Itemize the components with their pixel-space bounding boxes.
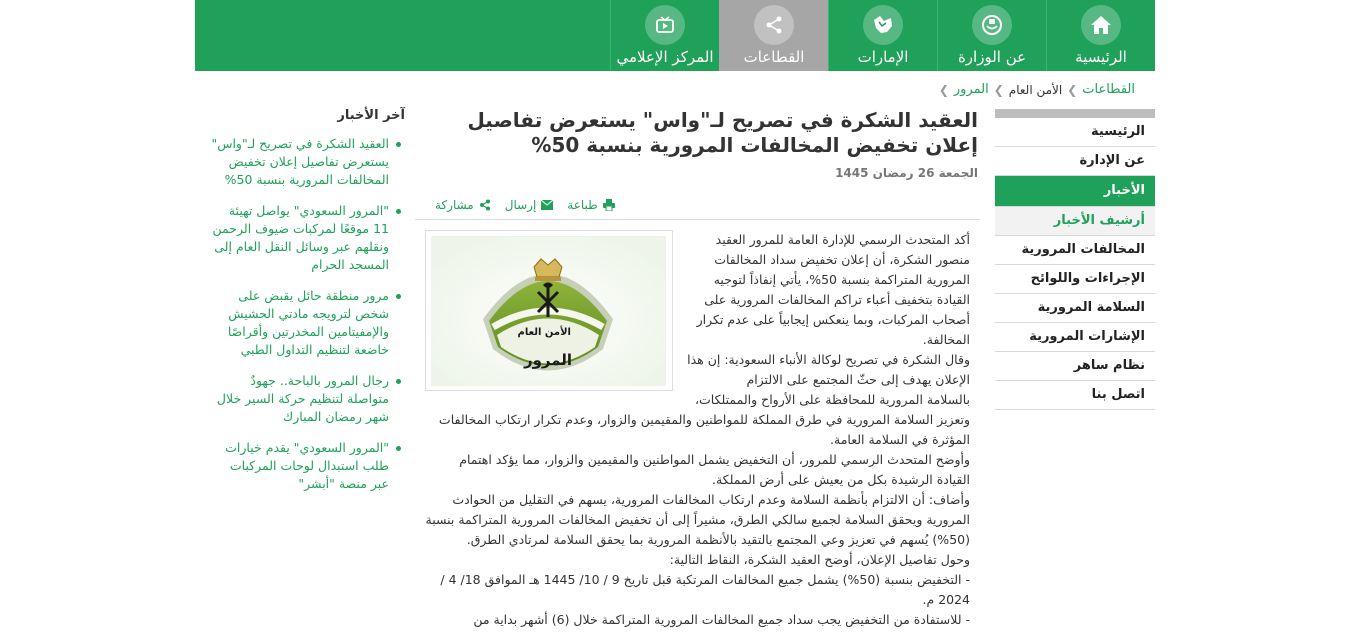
nav-item-media-center[interactable] <box>610 0 719 71</box>
latest-news-title: آخر الأخبار <box>337 108 405 123</box>
sidebar-item-home[interactable]: الرئيسية <box>995 118 1155 147</box>
article-paragraph: - للاستفادة من التخفيض يجب سداد جميع المخالفات المرورية المتراكمة خلال (6) أشهر بداية من <box>473 612 970 627</box>
breadcrumb-sectors[interactable]: القطاعات <box>1082 82 1135 97</box>
nav-item-label: القطاعات <box>743 48 805 66</box>
article-paragraph: وأضاف: أن الالتزام بأنظمة السلامة وعدم ارتكاب المخالفات المرورية، يسهم في التقليل من الحوادث المرورية ويحقق السلامة لجميع سالكي الطرق، مشيراً إلى أن تخفيض المخالفات المرورية المتراكمة بنسبة (50%) يُسهم في تعزيز وعي المجتمع بالتقيد بالأنظمة المرورية بما يحقق السلامة لمرتادي الطرق. <box>425 492 970 547</box>
article-date: الجمعة 26 رمضان 1445 <box>835 166 978 180</box>
chevron-left-icon: ❯ <box>1067 82 1078 97</box>
emblem-bottom-text: المرور <box>523 351 573 369</box>
nav-item-sectors[interactable] <box>719 0 828 71</box>
breadcrumb-traffic[interactable]: المرور <box>953 82 989 97</box>
sidebar-item-contact[interactable]: اتصل بنا <box>995 381 1155 410</box>
nav-item-about[interactable] <box>937 0 1046 71</box>
media-icon <box>645 5 685 45</box>
article-paragraph: وحول تفاصيل الإعلان، أوضح العقيد الشكرة، النقاط التالية: <box>669 552 970 567</box>
nav-item-label: الرئيسية <box>1075 48 1127 66</box>
emblem-icon <box>972 5 1012 45</box>
envelope-icon <box>541 200 553 210</box>
share-icon <box>754 5 794 45</box>
sidebar-item-about-admin[interactable]: عن الإدارة <box>995 147 1155 176</box>
breadcrumb-public-security[interactable]: الأمن العام <box>1008 82 1063 97</box>
sidebar-item-traffic-signs[interactable]: الإشارات المرورية <box>995 323 1155 352</box>
share-icon <box>479 199 491 211</box>
nav-item-emirates[interactable] <box>828 0 937 71</box>
article-paragraph: - التخفيض بنسبة (50%) يشمل جميع المخالفات المرتكبة قبل تاريخ 9 / 10/ 1445 هـ الموافق 18/ 4 / 2024 م. <box>440 572 970 607</box>
article-title: العقيد الشكرة في تصريح لـ"واس" يستعرض تفاصيل إعلان تخفيض المخالفات المرورية بنسبة 50% <box>467 108 978 157</box>
sidebar-item-news-archive[interactable]: أرشيف الأخبار <box>995 207 1155 236</box>
news-item[interactable]: "المرور السعودي" يواصل تهيئة 11 موقعًا لمركبات ضيوف الرحمن ونقلهم عبر وسائل النقل العام إلى المسجد الحرام <box>210 202 405 274</box>
sidebar-menu <box>995 109 1155 410</box>
latest-news <box>210 108 405 506</box>
article <box>415 108 980 627</box>
nav-item-label: المركز الإعلامي <box>616 48 714 66</box>
nav-item-label: عن الوزارة <box>957 48 1027 66</box>
top-navigation <box>195 0 1155 71</box>
print-button[interactable] <box>567 198 614 212</box>
send-label: إرسال <box>504 198 537 212</box>
news-item[interactable]: مرور منطقة حائل يقبض على شخص لترويجه مادتي الحشيش والإمفيتامين المخدرتين وأقراصًا خاضعة لتنظيم التداول الطبي <box>210 287 405 359</box>
news-item[interactable]: رجال المرور بالباحة.. جهودٌ متواصلة لتنظيم حركة السير خلال شهر رمضان المبارك <box>210 372 405 426</box>
article-paragraph: وتعزيز السلامة المرورية في طرق المملكة للمواطنين والمقيمين والزوار، وعدم تكرار ارتكاب المخالفات المؤثرة في السلامة العامة. <box>438 412 970 447</box>
nav-item-home[interactable] <box>1046 0 1155 71</box>
sidebar-item-violations[interactable]: المخالفات المرورية <box>995 236 1155 265</box>
send-button[interactable] <box>505 198 554 212</box>
article-actions <box>415 198 980 220</box>
chevron-left-icon: ❯ <box>938 82 949 97</box>
map-icon <box>863 5 903 45</box>
news-item[interactable]: "المرور السعودي" يقدم خيارات طلب استبدال لوحات المركبات عبر منصة "أبشر" <box>210 439 405 493</box>
article-paragraph: وقال الشكرة في تصريح لوكالة الأنباء السعودية: إن هذا الإعلان يهدف إلى حثّ المجتمع على الالتزام <box>687 352 970 387</box>
latest-news-list <box>210 135 405 493</box>
print-label: طباعة <box>567 198 598 212</box>
sidebar-item-traffic-safety[interactable]: السلامة المرورية <box>995 294 1155 323</box>
share-label: مشاركة <box>435 198 474 212</box>
article-paragraph: أكد المتحدث الرسمي للإدارة العامة للمرور العقيد منصور الشكرة، أن إعلان تخفيض سداد المخالفات المرورية المتراكمة بنسبة 50%، يأتي إنفاذاً لتوجيه القيادة بتخفيف أعباء تراكم المخالفات المرورية على أصحاب المركبات، وبما ينعكس إيجابياً على عدم تكرار المخالفة. <box>696 232 970 347</box>
news-item[interactable]: العقيد الشكرة في تصريح لـ"واس" يستعرض تفاصيل إعلان تخفيض المخالفات المرورية بنسبة 50% <box>210 135 405 189</box>
sidebar-item-saher[interactable]: نظام ساهر <box>995 352 1155 381</box>
sidebar-item-news[interactable]: الأخبار <box>995 176 1155 207</box>
sidebar-item-procedures[interactable]: الإجراءات واللوائح <box>995 265 1155 294</box>
print-icon <box>603 199 615 211</box>
breadcrumb <box>934 82 1135 97</box>
emblem-top-text: الأمن العام <box>517 327 571 338</box>
chevron-left-icon: ❯ <box>993 82 1004 97</box>
share-button[interactable] <box>435 198 491 212</box>
article-body <box>425 230 970 630</box>
article-paragraph: وأوضح المتحدث الرسمي للمرور، أن التخفيض يشمل المواطنين والمقيمين والزوار، مما يؤكد اهتمام القيادة الرشيدة بكل من يعيش على أرض المملكة. <box>459 452 970 487</box>
home-icon <box>1081 5 1121 45</box>
nav-item-label: الإمارات <box>857 48 909 66</box>
article-paragraph: بالسلامة المرورية للمحافظة على الأرواح والممتلكات، <box>694 392 970 407</box>
